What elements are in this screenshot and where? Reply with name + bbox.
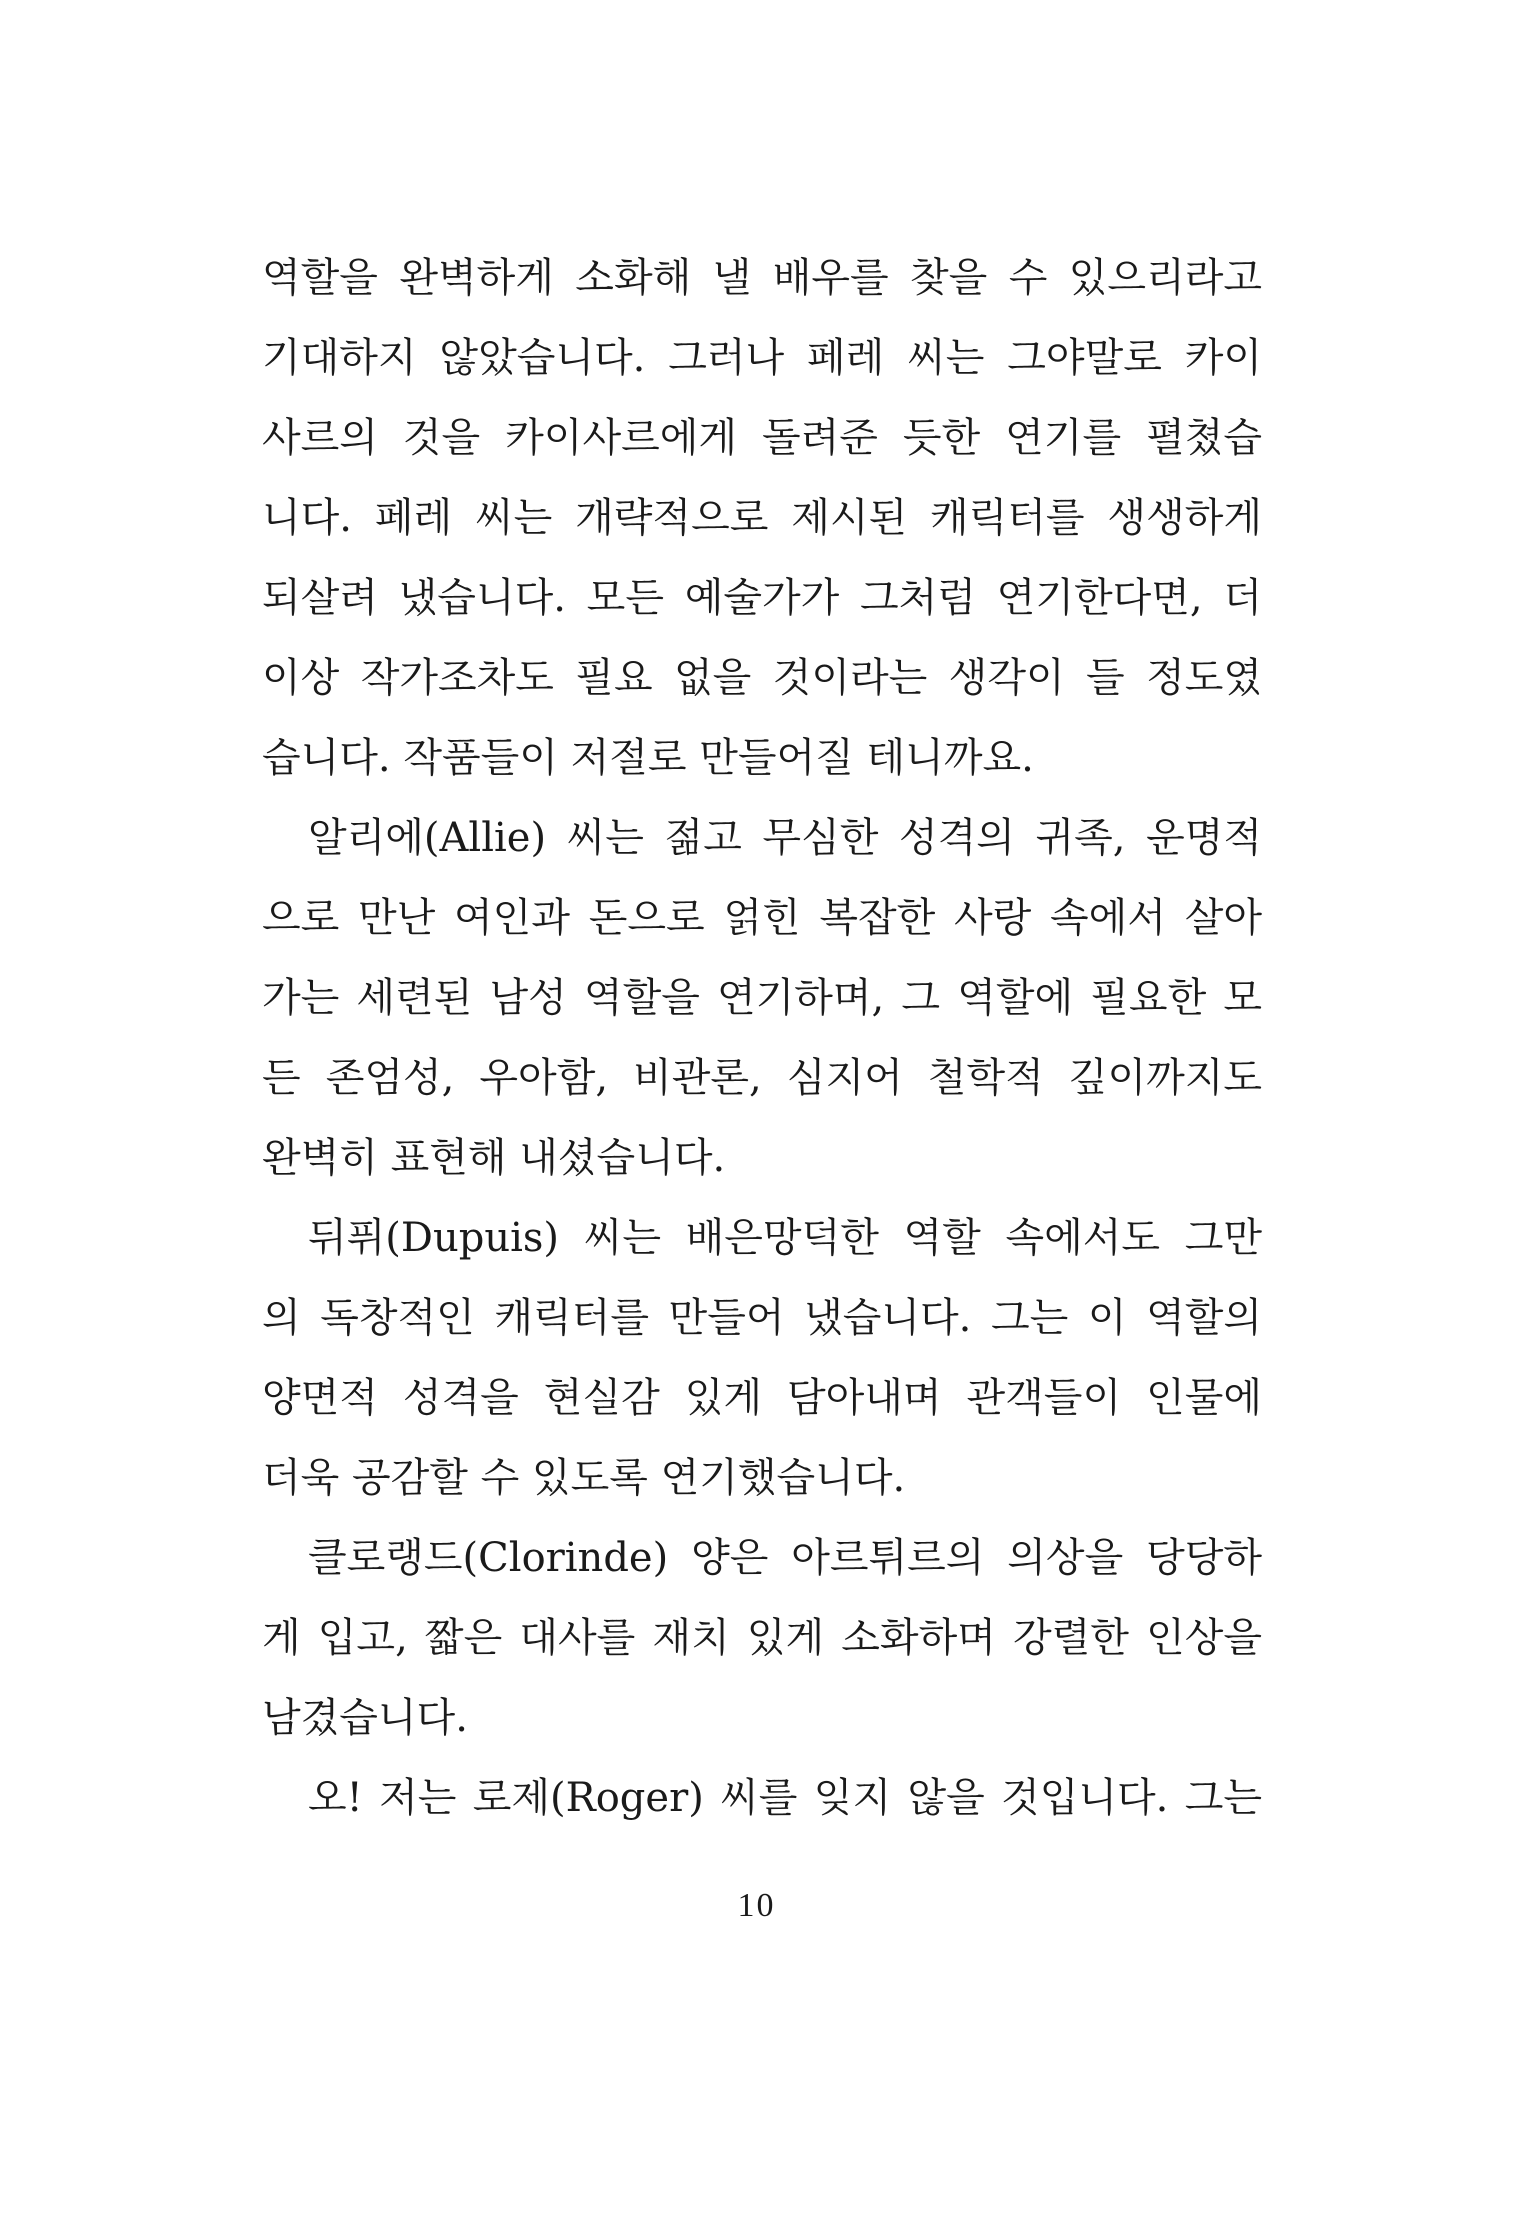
paragraph xyxy=(262,238,1262,798)
text-line: 되살려 냈습니다. 모든 예술가가 그처럼 연기한다면, 더 xyxy=(262,575,1262,621)
text-line: 의 독창적인 캐릭터를 만들어 냈습니다. 그는 이 역할의 xyxy=(262,1295,1262,1341)
text-line: 가는 세련된 남성 역할을 연기하며, 그 역할에 필요한 모 xyxy=(262,975,1262,1021)
text-line: 게 입고, 짧은 대사를 재치 있게 소화하며 강렬한 인상을 xyxy=(262,1615,1262,1661)
text-line: 클로랭드(Clorinde) 양은 아르튀르의 의상을 당당하 xyxy=(308,1535,1262,1581)
paragraph xyxy=(262,1518,1262,1758)
text-line: 사르의 것을 카이사르에게 돌려준 듯한 연기를 펼쳤습 xyxy=(262,415,1262,461)
paragraph xyxy=(262,1198,1262,1518)
text-line: 역할을 완벽하게 소화해 낼 배우를 찾을 수 있으리라고 xyxy=(262,255,1262,301)
text-line: 니다. 페레 씨는 개략적으로 제시된 캐릭터를 생생하게 xyxy=(262,495,1262,541)
text-line: 오! 저는 로제(Roger) 씨를 잊지 않을 것입니다. 그는 xyxy=(308,1775,1262,1821)
paragraph xyxy=(262,798,1262,1198)
text-line: 습니다. 작품들이 저절로 만들어질 테니까요. xyxy=(262,735,1034,781)
text-line: 완벽히 표현해 내셨습니다. xyxy=(262,1135,726,1181)
text-line: 더욱 공감할 수 있도록 연기했습니다. xyxy=(262,1455,906,1501)
text-line: 남겼습니다. xyxy=(262,1695,468,1741)
text-line: 으로 만난 여인과 돈으로 얽힌 복잡한 사랑 속에서 살아 xyxy=(262,895,1262,941)
text-line: 뒤퓌(Dupuis) 씨는 배은망덕한 역할 속에서도 그만 xyxy=(308,1215,1262,1261)
text-line: 든 존엄성, 우아함, 비관론, 심지어 철학적 깊이까지도 xyxy=(262,1055,1262,1101)
text-line: 양면적 성격을 현실감 있게 담아내며 관객들이 인물에 xyxy=(262,1375,1262,1421)
paragraph xyxy=(262,1758,1262,1838)
text-line: 알리에(Allie) 씨는 젊고 무심한 성격의 귀족, 운명적 xyxy=(308,815,1262,861)
text-line: 기대하지 않았습니다. 그러나 페레 씨는 그야말로 카이 xyxy=(262,335,1262,381)
page-number: 10 xyxy=(737,1887,776,1924)
text-line: 이상 작가조차도 필요 없을 것이라는 생각이 들 정도였 xyxy=(262,655,1262,701)
body-text xyxy=(262,238,1262,1838)
